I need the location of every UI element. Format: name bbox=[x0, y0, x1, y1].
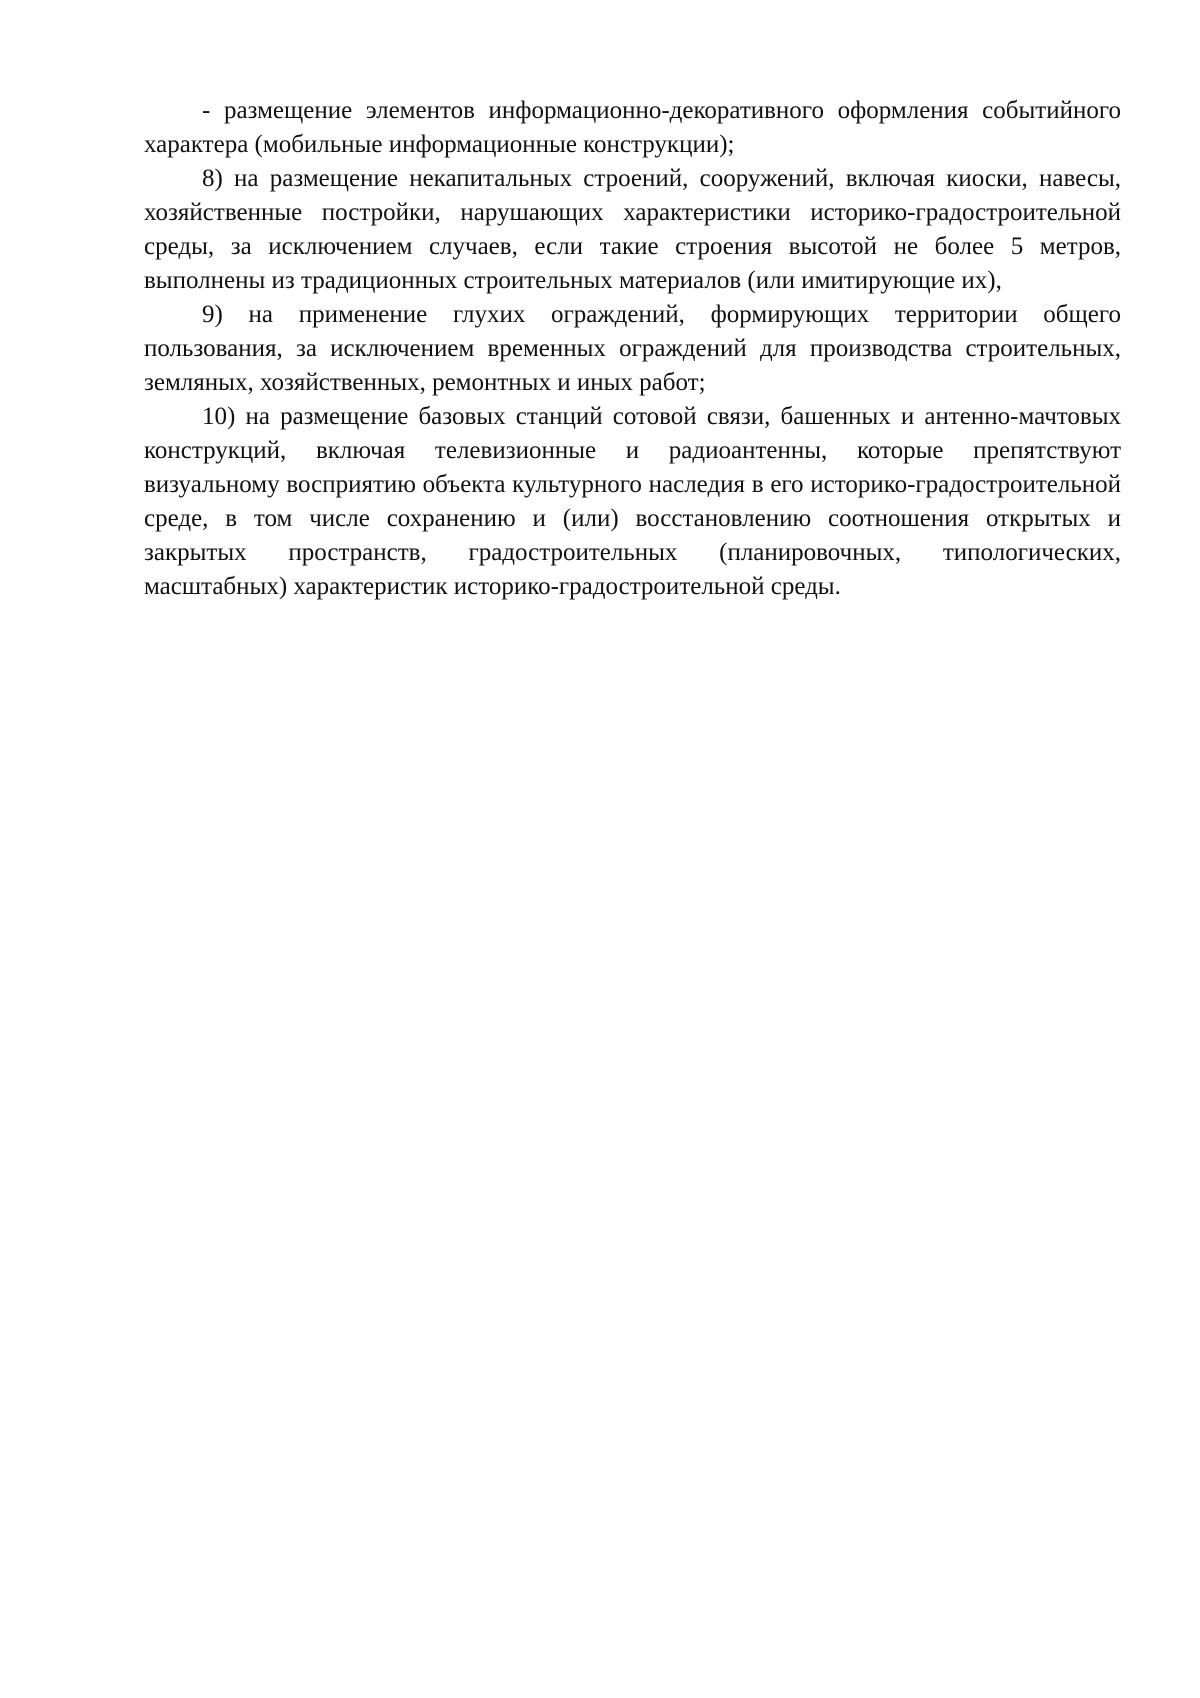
paragraph-decorative-elements: - размещение элементов информационно-декоративного оформления событийного характера (мобильные информационные конструкции); bbox=[144, 97, 1121, 158]
paragraph-item-10: 10) на размещение базовых станций сотовой связи, башенных и антенно-мачтовых конструкций, включая телевизионные и радиоантенны, которые препятствуют визуальному восприятию объекта культурного наследия в его историко-градостроительной среде, в том числе сохранению и (или) восстановлению соотношения открытых и закрытых пространств, градостроительных (планировочных, типологических, масштабных) характеристик историко-градостроительной среды. bbox=[144, 403, 1121, 600]
document-body bbox=[144, 94, 1121, 604]
paragraph-item-9: 9) на применение глухих ограждений, формирующих территории общего пользования, за исключением временных ограждений для производства строительных, земляных, хозяйственных, ремонтных и иных работ; bbox=[144, 301, 1121, 396]
paragraph-item-8: 8) на размещение некапитальных строений, сооружений, включая киоски, навесы, хозяйственные постройки, нарушающих характеристики историко-градостроительной среды, за исключением случаев, если такие строения высотой не более 5 метров, выполнены из традиционных строительных материалов (или имитирующие их), bbox=[144, 165, 1121, 294]
